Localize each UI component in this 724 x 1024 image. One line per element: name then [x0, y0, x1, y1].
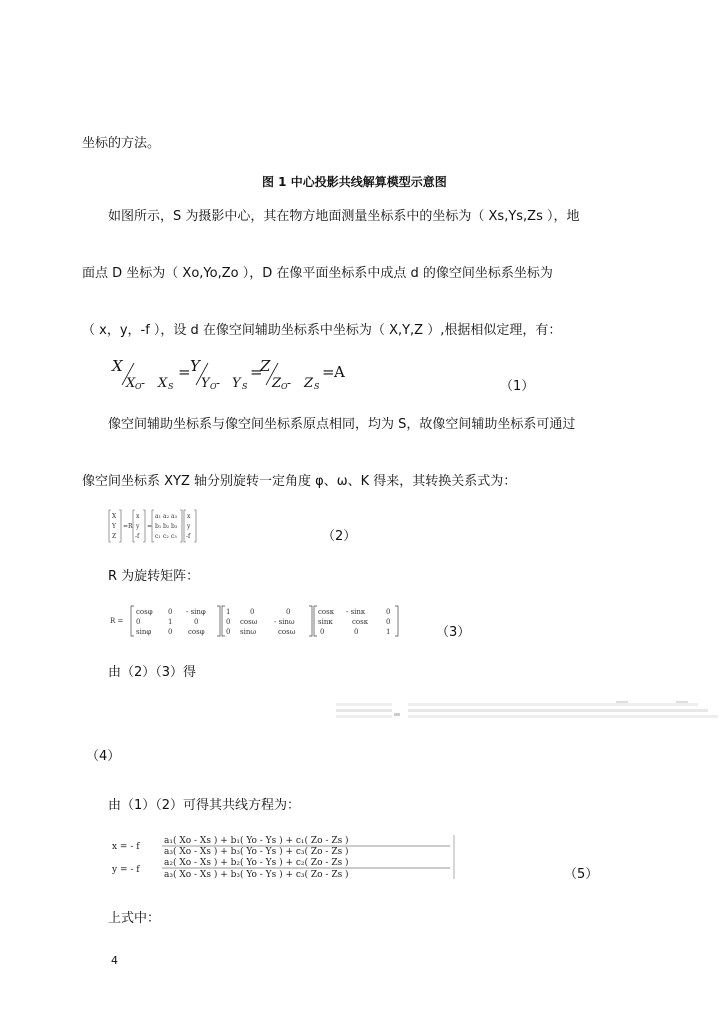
eq3-m2-0-1: 0 [250, 608, 255, 616]
eq3-m1-0-1: 0 [168, 608, 173, 616]
eq5-y-num: a₂( Xo - Xs ) + b₂( Yo - Ys ) + c₂( Zo - Zs ) [164, 858, 349, 868]
eq2-m-0-1: a₂ [163, 513, 169, 520]
eq1-term1-den-b: X [158, 376, 168, 391]
eq2-v1-0: x [136, 513, 140, 520]
eq5-x-lhs: x = - f [112, 842, 140, 852]
eq1-term1-num: X [112, 357, 123, 375]
eq2-m-1-2: b₃ [171, 523, 178, 530]
eq3-m3-1-1: cosκ [352, 618, 369, 626]
equation-5 [108, 834, 460, 880]
eq2-lhs-0: X [112, 513, 117, 520]
eq2-v1-2: -f [135, 533, 140, 540]
eq2-m-2-1: c₂ [163, 533, 169, 540]
eq3-m1-2-1: 0 [168, 628, 173, 636]
equation-4-faded [336, 700, 724, 722]
eq1-term1-den: X [126, 376, 136, 391]
eq1-term3-den-sub: O [281, 382, 288, 391]
eq3-lhs: R = [110, 617, 124, 625]
eq5-y-den: a₃( Xo - Xs ) + b₃( Yo - Ys ) + c₃( Zo - Zs ) [164, 870, 349, 880]
eq3-m1-2-0: sinφ [136, 628, 152, 636]
para1-line2: 面点 D 坐标为（ Xo,Yo,Zo ），D 在像平面坐标系中成点 d 的像空间坐标系坐标为 [82, 266, 553, 281]
eq2-m-1-1: b₂ [163, 523, 170, 530]
eq3-m3-2-2: 1 [386, 628, 391, 636]
eq1-term3-den: Z [272, 376, 282, 391]
eq1-eq-a: = [178, 363, 191, 381]
eq3-m2-0-0: 1 [226, 608, 231, 616]
eq3-number: （3） [436, 625, 471, 640]
eq3-m3-0-0: cosκ [318, 608, 335, 616]
eq3-m3-1-2: 0 [386, 618, 391, 626]
eq1-term2-den-sub: O [210, 382, 217, 391]
eq2-lhs-1: Y [112, 523, 116, 530]
para1-line3: （ x，y，-f ），设 d 在像空间辅助坐标系中坐标为（ X,Y,Z ）,根据相似定理，有： [82, 323, 562, 338]
eq2-v2-2: -f [186, 533, 191, 540]
eq1-number: （1） [500, 379, 535, 394]
eq2-v1-1: y [136, 523, 140, 530]
eq3-m1-0-2: - sinφ [186, 608, 206, 616]
eq3-m3-2-0: 0 [320, 628, 325, 636]
eq1-term1-den-sub: O [135, 382, 142, 391]
from-1-2-text: 由（1）（2）可得其共线方程为： [108, 798, 301, 813]
eq3-m3-0-1: - sinκ [346, 608, 366, 616]
eq1-eq-b: = [250, 363, 263, 381]
eq3-m2-0-2: 0 [286, 608, 291, 616]
eq2-m-2-2: c₃ [171, 533, 177, 540]
eq1-term2-den-b: Y [232, 376, 241, 391]
figure-caption: 图 1 中心投影共线解算模型示意图 [262, 175, 447, 189]
intro-line: 坐标的方法。 [82, 136, 161, 151]
para2-line1: 像空间辅助坐标系与像空间坐标系原点相同，均为 S，故像空间辅助坐标系可通过 [108, 417, 576, 432]
eq3-m1-1-2: 0 [194, 618, 199, 626]
eq1-term3-minus: - [287, 376, 292, 390]
eq3-m2-2-0: 0 [226, 628, 231, 636]
eq1-term3-den-b: Z [304, 376, 314, 391]
eq1-term2-den: Y [201, 376, 210, 391]
eq3-m2-1-1: cosω [240, 618, 258, 626]
eq2-eq: =R [123, 523, 133, 530]
eq5-number: （5） [564, 867, 599, 882]
eq2-v2-1: y [187, 523, 191, 530]
eq2-m-2-0: c₁ [155, 533, 161, 540]
eq1-term1-den-b-sub: S [168, 382, 174, 391]
eq1-term2-den-b-sub: S [242, 382, 248, 391]
eq1-term2-num: Y [190, 357, 200, 375]
para2-line2: 像空间坐标系 XYZ 轴分别旋转一定角度 φ、ω、K 得来，其转换关系式为： [82, 474, 517, 489]
from-2-3-text: 由（2）（3）得 [108, 665, 197, 680]
equation-1 [108, 355, 368, 393]
eq2-number: （2） [322, 529, 357, 544]
eq2-v2-0: x [187, 513, 191, 520]
svg-text:=: = [147, 523, 153, 530]
eq3-m3-2-1: 0 [354, 628, 359, 636]
eq3-m2-2-1: sinω [240, 628, 257, 636]
eq1-rhs: A [334, 363, 345, 381]
eq5-y-lhs: y = - f [112, 865, 140, 875]
eq2-m-0-2: a₃ [171, 513, 177, 520]
eq3-m2-2-2: cosω [278, 628, 296, 636]
eq1-eq-c: = [322, 363, 335, 381]
eq3-m3-1-0: sinκ [318, 618, 333, 626]
eq2-m-0-0: a₁ [155, 513, 161, 520]
eq3-m2-1-2: - sinω [274, 618, 295, 626]
where-text: 上式中： [108, 911, 161, 926]
eq3-m3-0-2: 0 [386, 608, 391, 616]
equation-3 [108, 604, 408, 638]
eq1-term3-den-b-sub: S [314, 382, 320, 391]
eq5-x-num: a₁( Xo - Xs ) + b₁( Yo - Ys ) + c₁( Zo - Zs ) [164, 836, 349, 846]
eq2-m-1-0: b₁ [155, 523, 162, 530]
eq3-m1-0-0: cosφ [136, 608, 153, 616]
eq3-m1-1-0: 0 [136, 618, 141, 626]
eq5-x-den: a₃( Xo - Xs ) + b₃( Yo - Ys ) + c₃( Zo - Zs ) [164, 847, 349, 857]
eq1-term3-num: Z [260, 357, 271, 375]
eq1-term2-minus: - [216, 376, 221, 390]
eq1-term1-minus: - [141, 376, 146, 390]
page-number: 4 [111, 954, 118, 967]
eq2-lhs-2: Z [112, 533, 117, 540]
eq4-number: （4） [86, 749, 121, 764]
rotation-matrix-label: R 为旋转矩阵： [108, 569, 200, 584]
eq3-m1-2-2: cosφ [188, 628, 205, 636]
eq3-m1-1-1: 1 [168, 618, 173, 626]
para1-line1: 如图所示，S 为摄影中心，其在物方地面测量坐标系中的坐标为（ Xs,Ys,Zs ），地 [108, 209, 580, 224]
equation-2 [108, 508, 208, 544]
eq3-m2-1-0: 0 [226, 618, 231, 626]
